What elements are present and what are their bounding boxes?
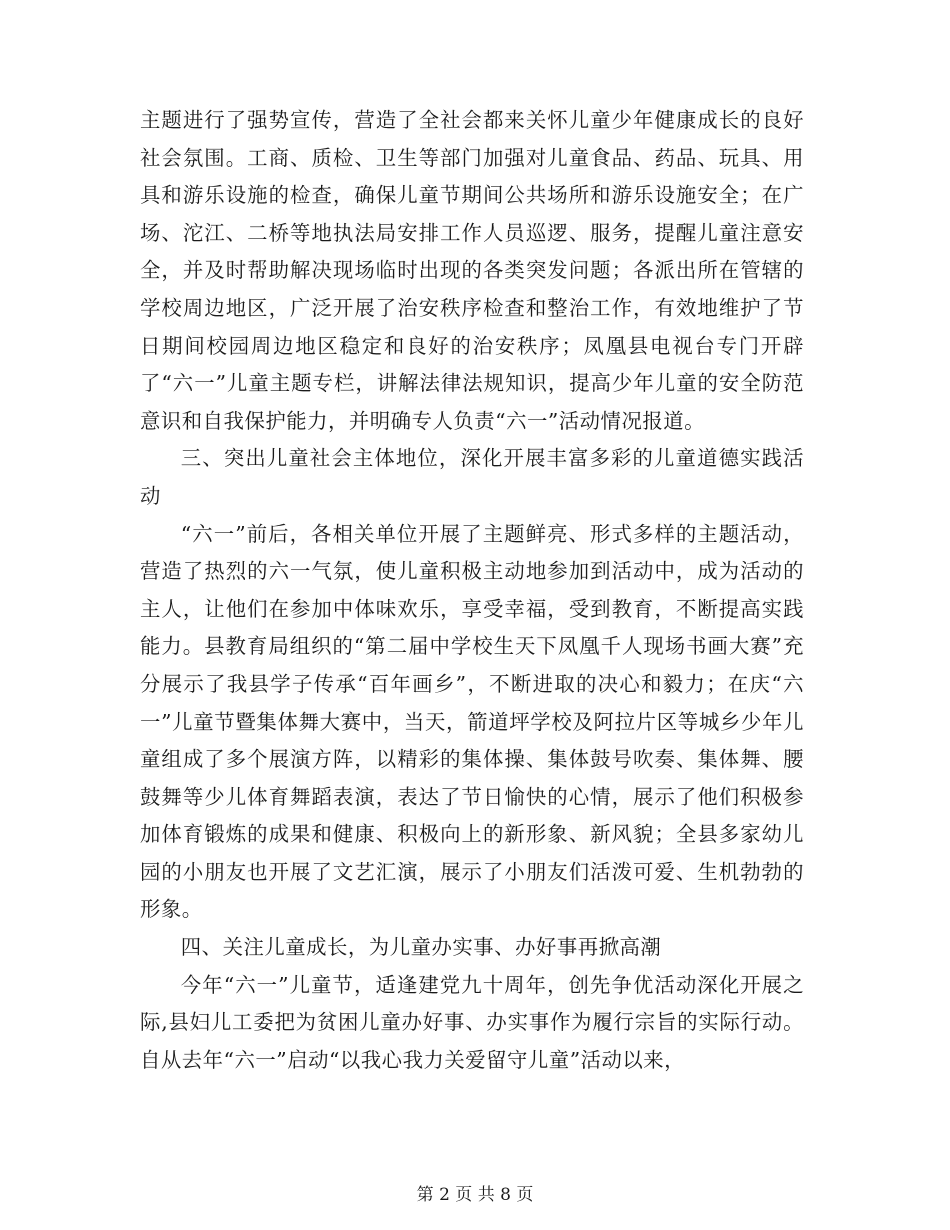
paragraph-2: “六一”前后，各相关单位开展了主题鲜亮、形式多样的主题活动，营造了热烈的六一气氛，使儿童积极主动地参加到活动中，成为活动的主人，让他们在参加中体味欢乐，享受幸福，受到教育，不断提高实践能力。县教育局组织的“第二届中学校生天下凤凰千人现场书画大赛”充分展示了我县学子传承“百年画乡”，不断进取的决心和毅力；在庆“六一”儿童节暨集体舞大赛中，当天，箭道坪学校及阿拉片区等城乡少年儿童组成了多个展演方阵，以精彩的集体操、集体鼓号吹奏、集体舞、腰鼓舞等少儿体育舞蹈表演，表达了节日愉快的心情，展示了他们积极参加体育锻炼的成果和健康、积极向上的新形象、新风貌；全县多家幼儿园的小朋友也开展了文艺汇演，展示了小朋友们活泼可爱、生机勃勃的形象。	[140, 521, 804, 922]
paragraph-3: 今年“六一”儿童节，适逢建党九十周年，创先争优活动深化开展之际,县妇儿工委把为贫困儿童办好事、办实事作为履行宗旨的实际行动。自从去年“六一”启动“以我心我力关爱留守儿童”活动以来，	[140, 972, 804, 1072]
section-heading-4: 四、关注儿童成长，为儿童办实事、办好事再掀高潮	[180, 935, 662, 960]
page-footer	[0, 1180, 950, 1205]
page-number-label: 第 2 页 共 8 页	[416, 1185, 534, 1205]
document-body	[140, 102, 804, 1079]
paragraph-1: 主题进行了强势宣传，营造了全社会都来关怀儿童少年健康成长的良好社会氛围。工商、质检、卫生等部门加强对儿童食品、药品、玩具、用具和游乐设施的检查，确保儿童节期间公共场所和游乐设施安全；在广场、沱江、二桥等地执法局安排工作人员巡逻、服务，提醒儿童注意安全，并及时帮助解决现场临时出现的各类突发问题；各派出所在管辖的学校周边地区，广泛开展了治安秩序检查和整治工作，有效地维护了节日期间校园周边地区稳定和良好的治安秩序；凤凰县电视台专门开辟了“六一”儿童主题专栏，讲解法律法规知识，提高少年儿童的安全防范意识和自我保护能力，并明确专人负责“六一”活动情况报道。	[140, 108, 804, 433]
section-heading-3: 三、突出儿童社会主体地位，深化开展丰富多彩的儿童道德实践活动	[140, 446, 804, 508]
